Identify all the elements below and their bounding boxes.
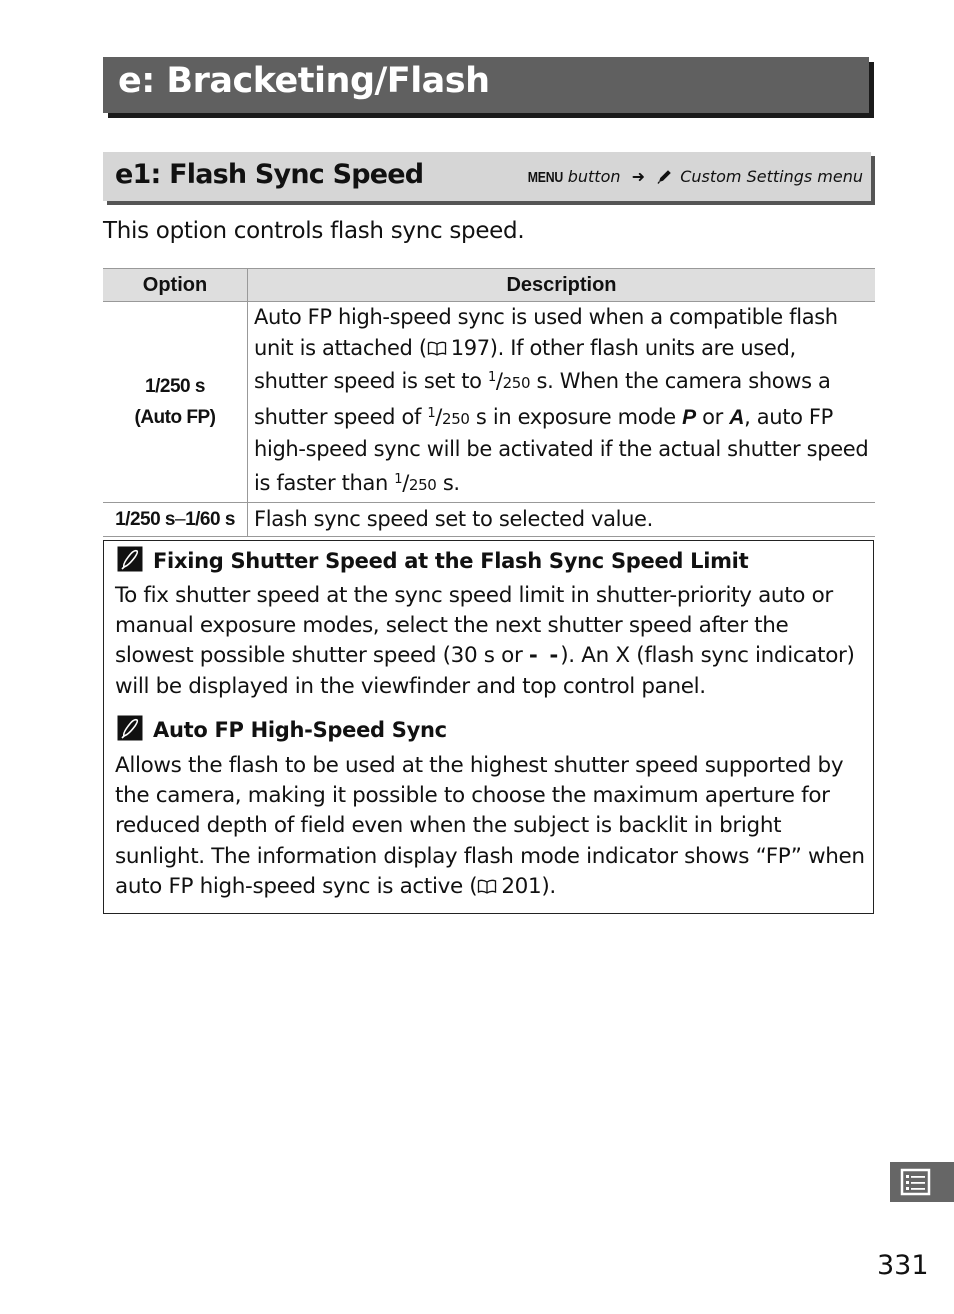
table-header-row (103, 269, 875, 302)
arrow-icon: ➜ (631, 167, 645, 186)
fraction-denominator: 250 (502, 374, 531, 392)
book-icon (477, 879, 497, 894)
note-icon (117, 715, 143, 741)
note-body (115, 581, 865, 702)
desc-text: , auto FP high-speed sync will be activated if the actual shutter speed is faster than (254, 404, 869, 495)
table-row (103, 503, 875, 537)
pencil-icon (656, 168, 673, 185)
fraction-denominator: 250 (408, 475, 437, 494)
option-cell (103, 503, 248, 537)
page-ref: 201 (501, 873, 542, 899)
section-header (103, 152, 871, 201)
desc-text: Auto FP high-speed sync is used when a compatible flash unit is attached ( (254, 305, 838, 360)
fraction-numerator: 1 (487, 370, 496, 385)
options-table (103, 268, 875, 537)
desc-text: s in exposure mode (469, 404, 683, 429)
note-text: To fix shutter speed at the sync speed limit in shutter-priority auto or manual exposure modes, select the next shutter speed after the slowest possible shutter speed (30 s or (115, 583, 833, 669)
note-title: Auto FP High-Speed Sync (153, 718, 447, 742)
note-title: Fixing Shutter Speed at the Flash Sync Speed Limit (153, 549, 749, 573)
fraction-slash: / (435, 404, 442, 429)
intro-text: This option controls flash sync speed. (103, 218, 525, 244)
chapter-title: e: Bracketing/Flash (118, 61, 490, 101)
dash-dash-symbol: - - (528, 643, 561, 669)
option-range-start: 1/250 s (115, 509, 175, 530)
section-title: e1: Flash Sync Speed (115, 159, 424, 190)
page-ref: 197 (450, 335, 490, 360)
note-body (115, 751, 865, 902)
chapter-title-bar (103, 57, 869, 113)
menu-list-icon (890, 1162, 954, 1202)
mode-p-symbol: P (682, 405, 696, 429)
note-heading (117, 715, 447, 742)
table-row (103, 302, 875, 503)
desc-text: ). If other flash units are used, shutter speed is set to (254, 335, 796, 393)
option-value: 1/250 s (145, 376, 205, 397)
menu-button-text: button (567, 167, 621, 186)
option-qualifier: (Auto FP) (134, 407, 216, 428)
mode-a-symbol: A (729, 405, 745, 429)
description-cell: Flash sync speed set to selected value. (248, 503, 876, 537)
option-range-dash: – (175, 509, 186, 530)
desc-text: or (695, 404, 730, 429)
note-icon (117, 546, 143, 572)
menu-path (520, 167, 863, 186)
menu-list-tab[interactable] (890, 1162, 954, 1202)
desc-text: s. When the camera shows a shutter speed of (254, 369, 831, 429)
note-text: Allows the flash to be used at the highest shutter speed supported by the camera, making it possible to choose the maximum aperture for reduced depth of field even when the subject is backlit in bright sunlight. The information display flash mode indicator shows “FP” when auto FP high-speed sync is active ( (115, 753, 865, 899)
note-text: ). (541, 873, 556, 899)
fraction-slash: / (402, 470, 409, 495)
fraction-numerator: 1 (427, 405, 436, 421)
description-cell (248, 302, 876, 503)
page-number: 331 (877, 1250, 929, 1281)
menu-keyword: MENU (527, 169, 563, 186)
note-heading (117, 546, 748, 573)
option-range-end: 1/60 s (185, 509, 235, 530)
notes-box (103, 540, 874, 914)
fraction-numerator: 1 (394, 471, 403, 487)
fraction-slash: / (495, 369, 503, 393)
description-column-header: Description (248, 269, 876, 302)
option-cell (103, 302, 248, 503)
desc-text: s. (436, 470, 460, 495)
menu-name: Custom Settings menu (680, 167, 863, 186)
note-text: ). An X (flash sync indicator) will be displayed in the viewfinder and top control panel. (115, 643, 855, 699)
book-icon (427, 341, 447, 356)
option-column-header: Option (103, 269, 248, 302)
fraction-denominator: 250 (442, 409, 470, 428)
